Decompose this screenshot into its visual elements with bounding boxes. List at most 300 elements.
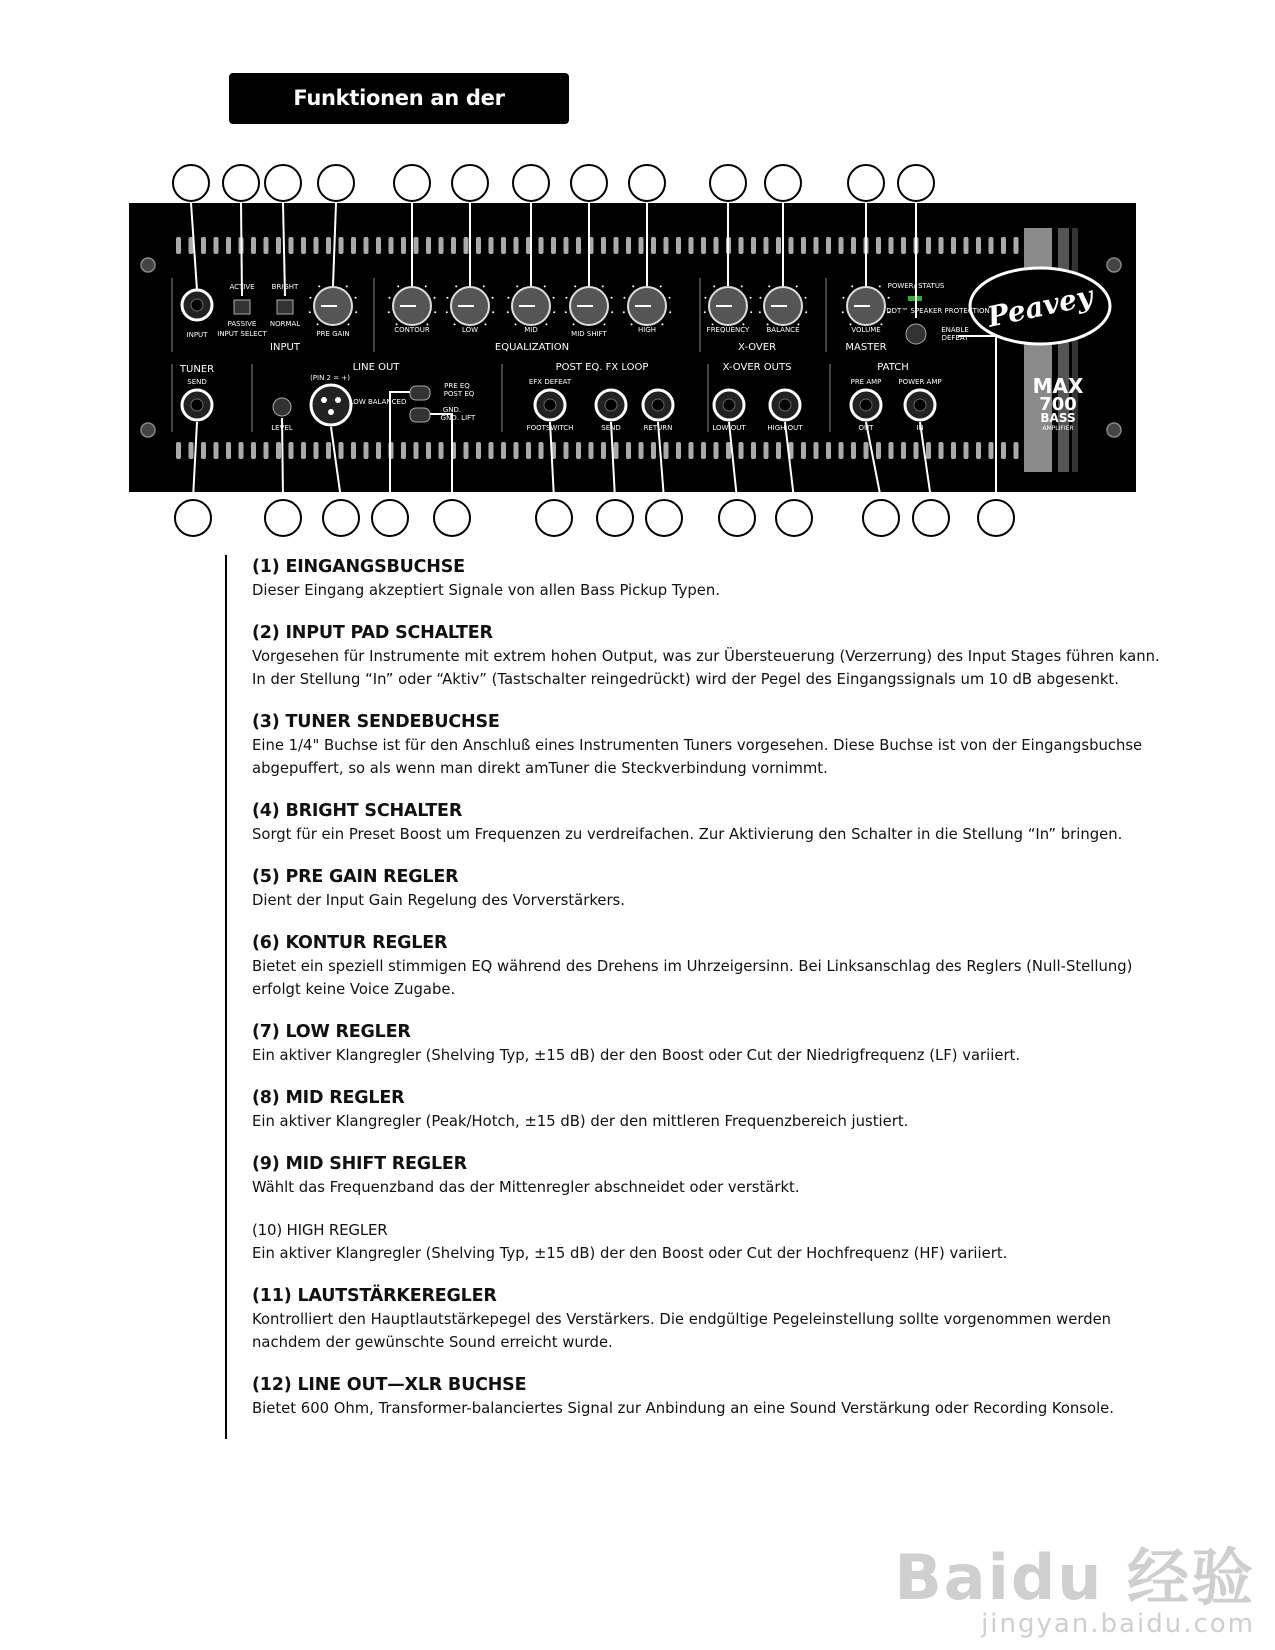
knob-tick	[888, 297, 890, 299]
vent-slot	[514, 442, 519, 459]
vent-slot	[889, 442, 894, 459]
panel-label: X-OVER OUTS	[722, 362, 792, 373]
vent-slot	[714, 237, 719, 254]
vent-slot	[489, 237, 494, 254]
screw	[141, 258, 155, 272]
knob-tick	[446, 311, 448, 313]
section-text: Dieser Eingang akzeptiert Signale von allen Bass Pickup Typen.	[252, 582, 720, 599]
vent-slot	[326, 237, 331, 254]
knob-tick	[611, 297, 613, 299]
knob-tick	[355, 311, 357, 313]
callout-circle	[223, 165, 259, 201]
knob-tick	[750, 311, 752, 313]
vent-slot	[214, 237, 219, 254]
watermark-logo: Baidu 经验	[894, 1541, 1255, 1614]
vent-slot	[701, 442, 706, 459]
knob-tick	[741, 285, 743, 287]
vent-slot	[426, 237, 431, 254]
panel-label: GND. LIFT	[440, 414, 476, 422]
knob-tick	[483, 285, 485, 287]
panel-label: PRE GAIN	[316, 330, 350, 338]
callout-circle	[646, 500, 682, 536]
vent-slot	[989, 442, 994, 459]
tuner-send-jack	[182, 390, 212, 420]
vent-slot	[764, 237, 769, 254]
knob-tick	[515, 323, 517, 325]
section-heading: (6) KONTUR REGLER	[252, 933, 448, 953]
xlr-jack	[311, 385, 351, 425]
callout-circle	[452, 165, 488, 201]
section-heading: (8) MID REGLER	[252, 1088, 405, 1108]
knob-tick	[713, 285, 715, 287]
panel-label: CONTOUR	[394, 326, 430, 334]
input-jack	[182, 290, 212, 320]
panel-label: EFX DEFEAT	[528, 378, 572, 386]
callout-circle	[898, 165, 934, 201]
panel-label: ACTIVE	[229, 283, 255, 291]
vent-slot	[1001, 237, 1006, 254]
callout-circle	[978, 500, 1014, 536]
jack-hole	[652, 399, 664, 411]
vent-slot	[276, 237, 281, 254]
knob-tick	[565, 297, 567, 299]
jack-hole	[544, 399, 556, 411]
vent-slot	[501, 237, 506, 254]
section-text: Sorgt für ein Preset Boost um Frequenzen zu verdreifachen. Zur Aktivierung den Schalter in die Stellung “In” bringen.	[252, 826, 1123, 843]
knob-tick	[768, 285, 770, 287]
jack-hole	[914, 399, 926, 411]
panel-label: FOOTSWITCH	[526, 424, 574, 432]
vent-slot	[214, 442, 219, 459]
vent-slot	[426, 442, 431, 459]
panel-label: MID SHIFT	[571, 330, 607, 338]
ddt-switch	[906, 324, 926, 344]
callout-circle	[710, 165, 746, 201]
panel-label: SEND	[601, 424, 621, 432]
feature-section	[252, 799, 1172, 846]
bright-switch	[277, 300, 293, 314]
panel-label: EQUALIZATION	[494, 342, 570, 353]
section-heading: (4) BRIGHT SCHALTER	[252, 801, 463, 821]
vent-slot	[589, 442, 594, 459]
vent-slot	[389, 237, 394, 254]
vent-slot	[339, 442, 344, 459]
vent-slot	[376, 442, 381, 459]
vent-slot	[839, 237, 844, 254]
vent-slot	[751, 237, 756, 254]
callout-circle	[776, 500, 812, 536]
knob-tick	[796, 285, 798, 287]
vent-slot	[676, 442, 681, 459]
panel-label: MID	[524, 326, 538, 334]
knob-tick	[446, 297, 448, 299]
knob-tick	[507, 311, 509, 313]
vent-slot	[651, 237, 656, 254]
feature-section	[252, 1086, 1172, 1133]
vent-slot	[464, 442, 469, 459]
vent-slot	[889, 237, 894, 254]
panel-label: POWER AMP	[898, 378, 942, 386]
section-heading: (9) MID SHIFT REGLER	[252, 1154, 467, 1174]
section-heading: (12) LINE OUT—XLR BUCHSE	[252, 1375, 527, 1395]
input-select-switch	[234, 300, 250, 314]
vent-slot	[451, 237, 456, 254]
knob-tick	[879, 285, 881, 287]
vent-slot	[376, 237, 381, 254]
page-title: Funktionen an der Vorderseite	[229, 73, 569, 124]
section-text: Eine 1/4" Buchse ist für den Anschluß eines Instrumenten Tuners vorgesehen. Diese Buchse ist von der Eingangsbuchse abgepuffert, so als wenn man direkt amTuner die Steckverbindung vornimmt.	[252, 737, 1143, 777]
vent-slot	[626, 442, 631, 459]
panel-label: X-OVER	[737, 342, 777, 353]
front-panel-diagram	[0, 0, 1275, 560]
vent-slot	[951, 237, 956, 254]
knob-tick	[388, 297, 390, 299]
vent-slot	[814, 237, 819, 254]
section-heading: (3) TUNER SENDEBUCHSE	[252, 712, 500, 732]
knob-tick	[573, 323, 575, 325]
vent-slot	[414, 442, 419, 459]
vent-slot	[726, 442, 731, 459]
knob-tick	[759, 311, 761, 313]
knob-tick	[553, 297, 555, 299]
panel-label: INPUT SELECT	[217, 330, 267, 338]
vent-slot	[464, 237, 469, 254]
vent-slot	[264, 442, 269, 459]
knob-tick	[347, 323, 349, 325]
vent-slot	[314, 442, 319, 459]
callout-circle	[765, 165, 801, 201]
vent-slot	[739, 237, 744, 254]
section-text: Ein aktiver Klangregler (Shelving Typ, ±15 dB) der den Boost oder Cut der Niedrigfrequenz (LF) variiert.	[252, 1047, 1021, 1064]
knob-tick	[455, 285, 457, 287]
feature-section	[252, 1284, 1172, 1354]
vent-slot	[901, 442, 906, 459]
section-text: Ein aktiver Klangregler (Shelving Typ, ±15 dB) der den Boost oder Cut der Hochfrequenz (HF) variiert.	[252, 1245, 1008, 1262]
vent-slot	[1014, 237, 1019, 254]
vent-slot	[851, 237, 856, 254]
vent-slot	[801, 237, 806, 254]
vent-slot	[439, 237, 444, 254]
vent-slot	[401, 237, 406, 254]
callout-circle	[173, 165, 209, 201]
vent-slot	[651, 442, 656, 459]
vent-slot	[776, 237, 781, 254]
callout-circle	[318, 165, 354, 201]
knob-tick	[516, 285, 518, 287]
level-trim	[273, 398, 291, 416]
knob-tick	[434, 297, 436, 299]
vent-slot	[676, 237, 681, 254]
knob-tick	[565, 311, 567, 313]
vent-slot	[251, 442, 256, 459]
vent-slot	[939, 237, 944, 254]
section-heading: (5) PRE GAIN REGLER	[252, 867, 459, 887]
panel-stripe-mid	[1058, 228, 1069, 472]
vent-slot	[201, 442, 206, 459]
panel-label: LEVEL	[271, 424, 293, 432]
vent-slot	[601, 237, 606, 254]
vent-slot	[539, 442, 544, 459]
vent-slot	[789, 237, 794, 254]
vent-slot	[364, 237, 369, 254]
vent-slot	[514, 237, 519, 254]
feature-section	[252, 1218, 1172, 1265]
model-name: MAX	[1032, 374, 1084, 398]
feature-section	[252, 1020, 1172, 1067]
vent-slot	[314, 237, 319, 254]
panel-label: DDT™ SPEAKER PROTECTION	[886, 307, 990, 315]
callout-circle	[434, 500, 470, 536]
section-heading: (7) LOW REGLER	[252, 1022, 411, 1042]
knob-tick	[574, 285, 576, 287]
knob-tick	[454, 323, 456, 325]
screw	[1107, 258, 1121, 272]
panel-label: NORMAL	[269, 320, 301, 328]
knob-tick	[669, 311, 671, 313]
vent-slot	[614, 442, 619, 459]
pre-post-eq-switch	[410, 386, 430, 400]
panel-label: INPUT	[186, 331, 208, 339]
section-heading: (1) EINGANGSBUCHSE	[252, 557, 465, 577]
panel-label: DEFEAT	[941, 334, 969, 342]
section-text: Kontrolliert den Hauptlautstärkepegel des Verstärkers. Die endgültige Pegeleinstellung sollte vorgenommen werden nachdem der gewünschte Sound erreicht wurde.	[252, 1311, 1112, 1351]
callout-circle	[863, 500, 899, 536]
callout-circle	[629, 165, 665, 201]
panel-label: FREQUENCY	[706, 326, 750, 334]
vent-slot	[639, 237, 644, 254]
callout-circles-bottom	[175, 500, 1014, 536]
knob-tick	[318, 285, 320, 287]
vent-slot	[664, 442, 669, 459]
callout-circle	[372, 500, 408, 536]
panel-label: BRIGHT	[271, 283, 299, 291]
vent-slot	[876, 237, 881, 254]
knob-tick	[704, 297, 706, 299]
vent-slot	[201, 237, 206, 254]
callout-circle	[597, 500, 633, 536]
vent-slot	[414, 237, 419, 254]
knob-tick	[623, 311, 625, 313]
knob-tick	[507, 297, 509, 299]
feature-section	[252, 1373, 1172, 1420]
section-text: Bietet ein speziell stimmigen EQ während des Drehens im Uhrzeigersinn. Bei Linksanschlag des Reglers (Null-Stellung) erfolgt keine Voice Zugabe.	[252, 958, 1133, 998]
vent-slot	[539, 237, 544, 254]
knob-tick	[880, 323, 882, 325]
panel-label: (PIN 2 = +)	[310, 374, 350, 382]
callout-circle	[323, 500, 359, 536]
section-list	[225, 555, 1172, 1439]
brand-logo-text: Peavey	[984, 279, 1096, 334]
vent-slot	[576, 442, 581, 459]
panel-label: MASTER	[845, 342, 887, 353]
knob-tick	[484, 323, 486, 325]
knob-tick	[553, 311, 555, 313]
knob-tick	[603, 323, 605, 325]
vent-slot	[901, 237, 906, 254]
vent-slot	[301, 237, 306, 254]
feature-section	[252, 555, 1172, 602]
knob-tick	[842, 311, 844, 313]
vent-slot	[226, 442, 231, 459]
vent-slot	[364, 442, 369, 459]
watermark	[894, 1541, 1255, 1639]
vent-slot	[964, 237, 969, 254]
ground-lift-switch	[410, 408, 430, 422]
feature-section	[252, 931, 1172, 1001]
panel-label: PRE AMP	[850, 378, 882, 386]
knob-tick	[492, 311, 494, 313]
knob-tick	[492, 297, 494, 299]
section-text: Wählt das Frequenzband das der Mittenregler abschneidet oder verstärkt.	[252, 1179, 800, 1196]
vent-slot	[176, 442, 181, 459]
panel-label: SEND	[187, 378, 207, 386]
knob-tick	[434, 311, 436, 313]
vent-slot	[801, 442, 806, 459]
panel-label: INPUT	[270, 342, 300, 353]
panel-label: RETURN	[643, 424, 673, 432]
vent-slot	[289, 442, 294, 459]
vent-slot	[264, 237, 269, 254]
vent-slot	[939, 442, 944, 459]
vent-slot	[476, 237, 481, 254]
callout-circle	[571, 165, 607, 201]
knob-tick	[425, 285, 427, 287]
knob-tick	[805, 297, 807, 299]
knob-tick	[750, 297, 752, 299]
panel-label: IN	[916, 424, 924, 432]
panel-label: OUT	[858, 424, 874, 432]
vent-slot	[401, 442, 406, 459]
vent-slot	[551, 237, 556, 254]
vent-slot	[439, 442, 444, 459]
feature-section	[252, 865, 1172, 912]
vent-slot	[489, 442, 494, 459]
vent-slot	[639, 442, 644, 459]
vent-slot	[501, 442, 506, 459]
knob-tick	[632, 285, 634, 287]
knob-tick	[388, 311, 390, 313]
screw	[141, 423, 155, 437]
model-amp: AMPLIFIER	[1042, 425, 1074, 432]
feature-section	[252, 1152, 1172, 1199]
vent-slot	[764, 442, 769, 459]
knob-tick	[623, 297, 625, 299]
vent-slot	[226, 237, 231, 254]
callout-circle	[513, 165, 549, 201]
vent-slot	[976, 442, 981, 459]
callout-circle	[913, 500, 949, 536]
vent-slot	[751, 442, 756, 459]
vent-slot	[826, 237, 831, 254]
panel-label: POST EQ. FX LOOP	[555, 362, 649, 373]
callout-circle	[265, 165, 301, 201]
panel-label: PRE EQ	[444, 382, 470, 390]
vent-slot	[701, 237, 706, 254]
vent-slot	[526, 442, 531, 459]
vent-slot	[251, 237, 256, 254]
panel-label: LOW BALANCED	[349, 398, 407, 406]
vent-slot	[289, 237, 294, 254]
vent-slot	[864, 442, 869, 459]
panel-label: LINE OUT	[352, 362, 400, 373]
knob-tick	[661, 323, 663, 325]
vent-slot	[564, 442, 569, 459]
panel-stripe-light	[1024, 228, 1052, 472]
vent-slot	[714, 442, 719, 459]
panel-label: GND.	[442, 406, 462, 414]
knob-tick	[545, 323, 547, 325]
callout-circle	[265, 500, 301, 536]
knob-tick	[309, 297, 311, 299]
panel-label: POWER/ STATUS	[887, 282, 945, 290]
vent-slot	[301, 442, 306, 459]
knob-tick	[346, 285, 348, 287]
callout-circle	[719, 500, 755, 536]
panel-label: LOW OUT	[712, 424, 746, 432]
feature-section	[252, 621, 1172, 691]
vent-slot	[964, 442, 969, 459]
vent-slot	[689, 237, 694, 254]
section-text: Dient der Input Gain Regelung des Vorverstärkers.	[252, 892, 625, 909]
section-text: Bietet 600 Ohm, Transformer-balanciertes Signal zur Anbindung an eine Sound Verstärkung oder Recording Konsole.	[252, 1400, 1114, 1417]
knob-tick	[704, 311, 706, 313]
vent-slot	[351, 442, 356, 459]
vent-slot	[839, 442, 844, 459]
vent-slot	[189, 442, 194, 459]
model-number: 700	[1039, 394, 1077, 415]
vent-slot	[476, 442, 481, 459]
panel-label: BALANCE	[766, 326, 800, 334]
panel-label: HIGH	[637, 326, 657, 334]
model-sub: BASS	[1040, 411, 1076, 425]
feature-section	[252, 710, 1172, 780]
vent-slot	[776, 442, 781, 459]
vent-slot	[326, 442, 331, 459]
jack-hole	[779, 399, 791, 411]
jack-hole	[723, 399, 735, 411]
section-heading: (11) LAUTSTÄRKEREGLER	[252, 1286, 497, 1306]
jack-hole	[860, 399, 872, 411]
knob-tick	[602, 285, 604, 287]
vent-slot	[914, 442, 919, 459]
vent-slot	[339, 237, 344, 254]
knob-tick	[611, 311, 613, 313]
callout-circle	[175, 500, 211, 536]
vent-slot	[851, 442, 856, 459]
panel-label: PATCH	[877, 362, 909, 373]
vent-slot	[601, 442, 606, 459]
vent-slot	[664, 237, 669, 254]
vent-slot	[626, 237, 631, 254]
panel-label: ENABLE	[941, 326, 969, 334]
vent-slot	[1001, 442, 1006, 459]
knob-tick	[759, 297, 761, 299]
knob-tick	[631, 323, 633, 325]
section-text: Ein aktiver Klangregler (Peak/Hotch, ±15 dB) der den mittleren Frequenzbereich justiert.	[252, 1113, 909, 1130]
vent-slot	[951, 442, 956, 459]
panel-label: VOLUME	[851, 326, 881, 334]
knob-tick	[851, 285, 853, 287]
knob-tick	[309, 311, 311, 313]
knob-tick	[842, 297, 844, 299]
screw	[1107, 423, 1121, 437]
jack-hole	[605, 399, 617, 411]
section-heading: (10) HIGH REGLER	[252, 1221, 388, 1239]
vent-slot	[926, 442, 931, 459]
callout-circle	[536, 500, 572, 536]
knob-tick	[355, 297, 357, 299]
leader-line	[241, 203, 242, 296]
